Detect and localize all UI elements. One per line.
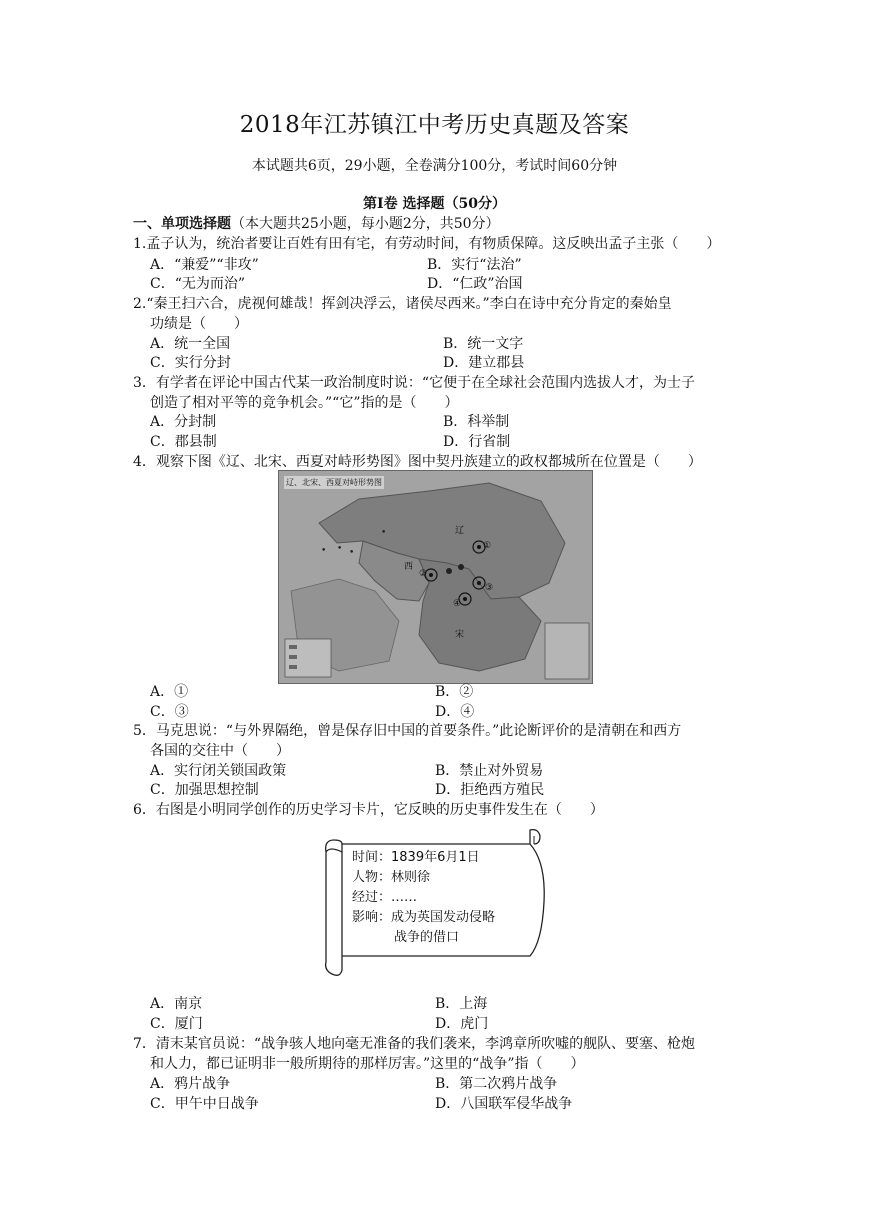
question-6-option-a: A．南京 — [150, 996, 203, 1012]
question-7-option-d: D．八国联军侵华战争 — [435, 1096, 573, 1112]
section-heading — [133, 214, 500, 234]
history-study-card — [320, 822, 548, 978]
question-5-option-d: D．拒绝西方殖民 — [435, 782, 545, 798]
question-1-option-b: B．实行“法治” — [427, 257, 522, 273]
question-5-stem-line1: 5．马克思说：“与外界隔绝，曾是保存旧中国的首要条件。”此论断评价的是清朝在和西方 — [133, 723, 682, 739]
question-6-option-b: B．上海 — [435, 996, 488, 1012]
map-drawing — [279, 471, 592, 683]
svg-text:•: • — [321, 546, 327, 556]
question-7-stem-line1: 7．清末某官员说：“战争骇人地向毫无准备的我们袭来，李鸿章所吹嘘的舰队、要塞、枪炮 — [133, 1036, 696, 1052]
question-7-option-a: A．鸦片战争 — [150, 1076, 231, 1092]
question-3-option-b: B．科举制 — [443, 414, 510, 430]
svg-text:•: • — [337, 544, 343, 554]
question-3-option-d: D．行省制 — [443, 434, 511, 450]
question-4-option-c: C．③ — [150, 704, 189, 720]
card-impact-line2: 战争的借口 — [394, 930, 460, 945]
question-4-option-b: B．② — [435, 684, 474, 700]
svg-text:•: • — [349, 548, 355, 558]
page-title: 2018年江苏镇江中考历史真题及答案 — [239, 112, 630, 138]
map-label-song: 宋 — [455, 630, 465, 640]
question-2-option-c: C．实行分封 — [150, 355, 231, 371]
question-6-option-d: D．虎门 — [435, 1016, 489, 1032]
question-7-option-b: B．第二次鸦片战争 — [435, 1076, 558, 1092]
map-label-xixia: 西 — [404, 562, 414, 572]
question-1-option-a: A．“兼爱”“非攻” — [150, 257, 259, 273]
question-1-option-c: C．“无为而治” — [150, 276, 246, 292]
question-3-option-a: A．分封制 — [150, 414, 217, 430]
exam-info: 本试题共6页，29小题，全卷满分100分，考试时间60分钟 — [251, 158, 618, 174]
question-3-option-c: C．郡县制 — [150, 434, 217, 450]
svg-text:•: • — [381, 528, 387, 538]
map-marker-3: ③ — [485, 583, 494, 593]
map-label-liao: 辽 — [455, 526, 465, 536]
question-2-stem-line2: 功绩是（ ） — [150, 316, 248, 332]
question-2-option-a: A．统一全国 — [150, 336, 231, 352]
card-time: 时间：1839年6月1日 — [352, 850, 480, 865]
map-marker-1: ① — [483, 541, 492, 551]
card-impact-line1: 影响：成为英国发动侵略 — [352, 910, 496, 925]
question-5-option-a: A．实行闭关锁国政策 — [150, 763, 287, 779]
question-1-stem: 1.孟子认为，统治者要让百姓有田有宅，有劳动时间，有物质保障。这反映出孟子主张（ ） — [133, 236, 721, 252]
part-title: 第Ⅰ卷 选择题（50分） — [363, 196, 506, 212]
map-title: 辽、北宋、西夏对峙形势图 — [286, 478, 382, 487]
question-3-stem-line2: 创造了相对平等的竞争机会。”“它”指的是（ ） — [150, 395, 459, 411]
section-title: 一、单项选择题 — [133, 216, 231, 232]
question-1-option-d: D．“仁政”治国 — [427, 276, 523, 292]
card-process: 经过：…… — [352, 890, 418, 905]
question-7-option-c: C．甲午中日战争 — [150, 1096, 259, 1112]
question-4-option-d: D．④ — [435, 704, 475, 720]
question-4-option-a: A．① — [150, 684, 189, 700]
question-4-stem: 4．观察下图《辽、北宋、西夏对峙形势图》图中契丹族建立的政权都城所在位置是（ ） — [133, 454, 702, 470]
question-6-option-c: C．厦门 — [150, 1016, 203, 1032]
question-5-option-b: B．禁止对外贸易 — [435, 763, 544, 779]
card-person: 人物：林则徐 — [352, 870, 431, 885]
question-5-stem-line2: 各国的交往中（ ） — [150, 743, 290, 759]
section-note: （本大题共25小题，每小题2分，共50分） — [231, 216, 500, 232]
historical-map — [278, 470, 593, 684]
question-7-stem-line2: 和人力，都已证明非一般所期待的那样厉害。”这里的“战争”指（ ） — [150, 1056, 585, 1072]
question-2-option-d: D．建立郡县 — [443, 355, 525, 371]
question-2-option-b: B．统一文字 — [443, 336, 524, 352]
question-2-stem-line1: 2.“秦王扫六合，虎视何雄哉！挥剑决浮云，诸侯尽西来。”李白在诗中充分肯定的秦始皇 — [133, 296, 672, 312]
question-6-stem: 6．右图是小明同学创作的历史学习卡片，它反映的历史事件发生在（ ） — [133, 802, 604, 818]
question-3-stem-line1: 3．有学者在评论中国古代某一政治制度时说：“它便于在全球社会范围内选拔人才，为士子 — [133, 375, 696, 391]
map-marker-2: ② — [419, 569, 428, 579]
map-marker-4: ④ — [453, 599, 462, 609]
question-5-option-c: C．加强思想控制 — [150, 782, 259, 798]
